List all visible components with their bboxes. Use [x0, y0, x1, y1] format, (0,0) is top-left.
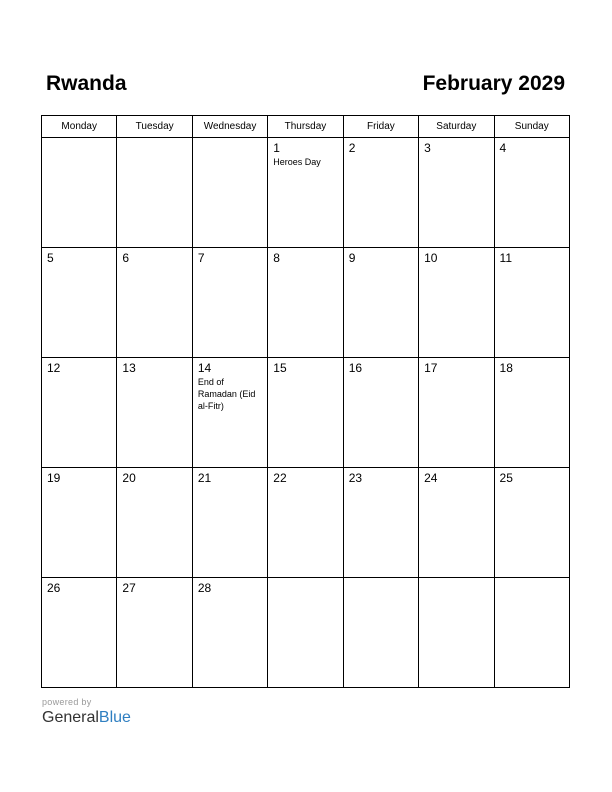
- weekday-header-row: [42, 116, 570, 138]
- day-cell: [192, 248, 267, 358]
- day-number: 8: [273, 251, 280, 265]
- day-cell: [117, 578, 192, 688]
- weekday-header: Thursday: [268, 116, 343, 138]
- weekday-header: Friday: [343, 116, 418, 138]
- day-cell: [192, 578, 267, 688]
- day-number: 13: [122, 361, 136, 375]
- day-cell: [494, 248, 569, 358]
- week-row: [42, 358, 570, 468]
- day-cell: [419, 248, 494, 358]
- calendar-grid: [41, 115, 570, 688]
- day-cell: [192, 138, 267, 248]
- day-number: 1: [273, 141, 280, 155]
- day-number: 16: [348, 361, 363, 375]
- day-cell: [268, 358, 343, 468]
- day-cell: [419, 468, 494, 578]
- day-number: 23: [348, 471, 363, 485]
- day-number: 11: [499, 251, 512, 265]
- generalblue-logo: [42, 708, 131, 728]
- month-year-title: February 2029: [422, 72, 565, 95]
- day-cell: [42, 248, 117, 358]
- day-cell: [494, 578, 569, 688]
- day-cell: [42, 138, 117, 248]
- weekday-header: Sunday: [494, 116, 569, 138]
- footer-logo: [42, 697, 131, 728]
- weekday-header: Saturday: [419, 116, 494, 138]
- day-cell: [494, 138, 569, 248]
- day-cell: [117, 468, 192, 578]
- day-cell: [494, 468, 569, 578]
- day-cell: [42, 578, 117, 688]
- day-cell: [42, 358, 117, 468]
- day-number: 22: [273, 471, 287, 485]
- day-cell: [117, 138, 192, 248]
- day-cell: [268, 248, 343, 358]
- country-title: Rwanda: [46, 72, 127, 95]
- day-cell: [192, 468, 267, 578]
- day-number: 17: [424, 361, 438, 375]
- week-row: [42, 138, 570, 248]
- day-number: 24: [424, 471, 438, 485]
- holiday-label: End of Ramadan (Eid al-Fitr): [197, 377, 256, 411]
- day-number: 14: [197, 361, 212, 375]
- day-number: 27: [122, 581, 136, 595]
- day-number: 10: [424, 251, 438, 265]
- day-number: 7: [197, 251, 205, 265]
- powered-by-label: powered by: [42, 697, 92, 707]
- day-cell: [268, 468, 343, 578]
- week-row: [42, 248, 570, 358]
- day-cell: [117, 248, 192, 358]
- day-number: 2: [348, 141, 356, 155]
- day-number: 9: [348, 251, 356, 265]
- day-number: 4: [499, 141, 507, 155]
- day-cell: [117, 358, 192, 468]
- day-number: 3: [424, 141, 431, 155]
- day-cell: [419, 138, 494, 248]
- week-row: [42, 468, 570, 578]
- day-cell: [494, 358, 569, 468]
- day-number: 5: [47, 251, 54, 265]
- day-number: 25: [499, 471, 513, 485]
- brand-general-text: General: [42, 709, 99, 726]
- day-cell: [268, 578, 343, 688]
- day-cell: [343, 138, 418, 248]
- day-number: 15: [273, 361, 287, 375]
- brand-blue-text: Blue: [98, 709, 131, 726]
- day-number: 26: [47, 581, 61, 595]
- day-number: 18: [499, 361, 513, 375]
- week-row: [42, 578, 570, 688]
- day-number: 20: [122, 471, 136, 485]
- weekday-header: Wednesday: [192, 116, 267, 138]
- day-cell: [343, 468, 418, 578]
- day-number: 12: [47, 361, 61, 375]
- day-cell: [192, 358, 267, 468]
- day-number: 19: [47, 471, 61, 485]
- day-cell: [419, 578, 494, 688]
- weekday-header: Monday: [42, 116, 117, 138]
- holiday-label: Heroes Day: [273, 157, 321, 167]
- day-cell: [343, 248, 418, 358]
- day-cell: [268, 138, 343, 248]
- day-cell: [343, 578, 418, 688]
- day-cell: [419, 358, 494, 468]
- day-number: 6: [122, 251, 130, 265]
- weekday-header: Tuesday: [117, 116, 192, 138]
- day-number: 28: [197, 581, 212, 595]
- day-cell: [343, 358, 418, 468]
- day-number: 21: [197, 471, 212, 485]
- day-cell: [42, 468, 117, 578]
